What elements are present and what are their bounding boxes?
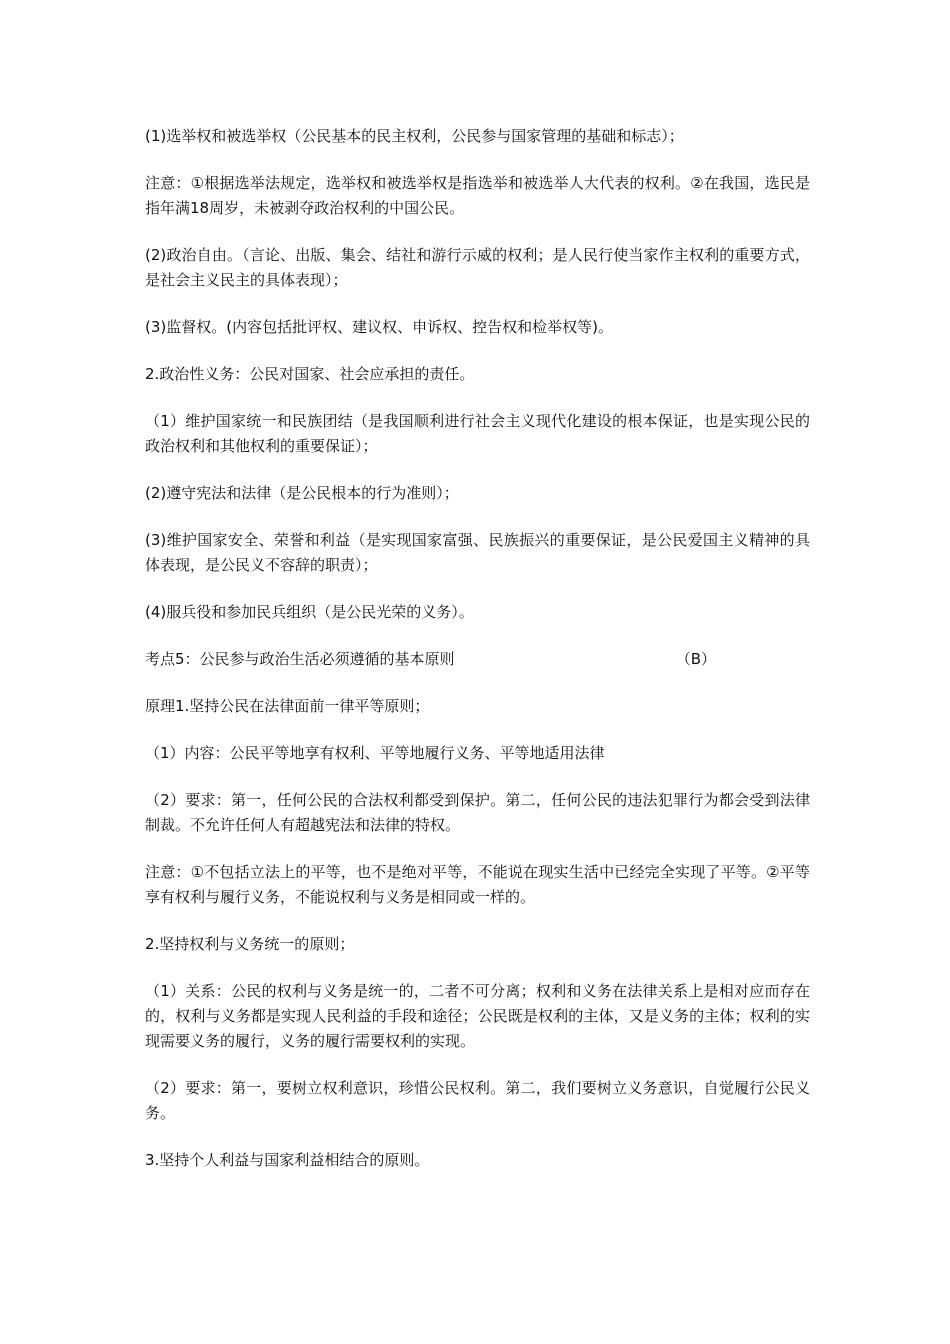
document-body (145, 124, 810, 1195)
paragraph: 注意：①根据选举法规定，选举权和被选举权是指选举和被选举人大代表的权利。②在我国，选民是指年满18周岁，未被剥夺政治权利的中国公民。 (145, 174, 810, 217)
paragraph: （2）要求：第一，要树立权利意识，珍惜公民权利。第二，我们要树立义务意识，自觉履行公民义务。 (145, 1079, 810, 1122)
paragraph: (4)服兵役和参加民兵组织（是公民光荣的义务）。 (145, 603, 474, 621)
kaodian-level: （B） (675, 650, 716, 668)
paragraph: (3)维护国家安全、荣誉和利益（是实现国家富强、民族振兴的重要保证，是公民爱国主义精神的具体表现，是公民义不容辞的职责）； (145, 531, 810, 574)
paragraph: （2）要求：第一，任何公民的合法权利都受到保护。第二，任何公民的违法犯罪行为都会受到法律制裁。不允许任何人有超越宪法和法律的特权。 (145, 791, 810, 834)
paragraph: （1）维护国家统一和民族团结（是我国顺利进行社会主义现代化建设的根本保证，也是实现公民的政治权利和其他权利的重要保证）； (145, 412, 810, 455)
paragraph: 2.政治性义务：公民对国家、社会应承担的责任。 (145, 365, 475, 383)
paragraph: (3)监督权。(内容包括批评权、建议权、申诉权、控告权和检举权等)。 (145, 318, 613, 336)
paragraph: (1)选举权和被选举权（公民基本的民主权利，公民参与国家管理的基础和标志）； (145, 127, 684, 145)
paragraph: 2.坚持权利与义务统一的原则； (145, 935, 355, 953)
kaodian-title: 考点5：公民参与政治生活必须遵循的基本原则 (145, 650, 455, 668)
kaodian-heading (145, 647, 810, 672)
paragraph: （1）内容：公民平等地享有权利、平等地履行义务、平等地适用法律 (145, 744, 605, 762)
paragraph: 3.坚持个人利益与国家利益相结合的原则。 (145, 1151, 430, 1169)
paragraph: (2)政治自由。（言论、出版、集会、结社和游行示威的权利；是人民行使当家作主权利的重要方式，是社会主义民主的具体表现）； (145, 246, 810, 289)
paragraph: (2)遵守宪法和法律（是公民根本的行为准则）； (145, 484, 459, 502)
paragraph: 注意：①不包括立法上的平等，也不是绝对平等，不能说在现实生活中已经完全实现了平等。②平等享有权利与履行义务，不能说权利与义务是相同或一样的。 (145, 863, 810, 906)
paragraph: （1）关系：公民的权利与义务是统一的，二者不可分离；权利和义务在法律关系上是相对应而存在的，权利与义务都是实现人民利益的手段和途径；公民既是权利的主体，又是义务的主体；权利的实现需要义务的履行，义务的履行需要权利的实现。 (145, 982, 810, 1050)
paragraph: 原理1.坚持公民在法律面前一律平等原则； (145, 697, 430, 715)
